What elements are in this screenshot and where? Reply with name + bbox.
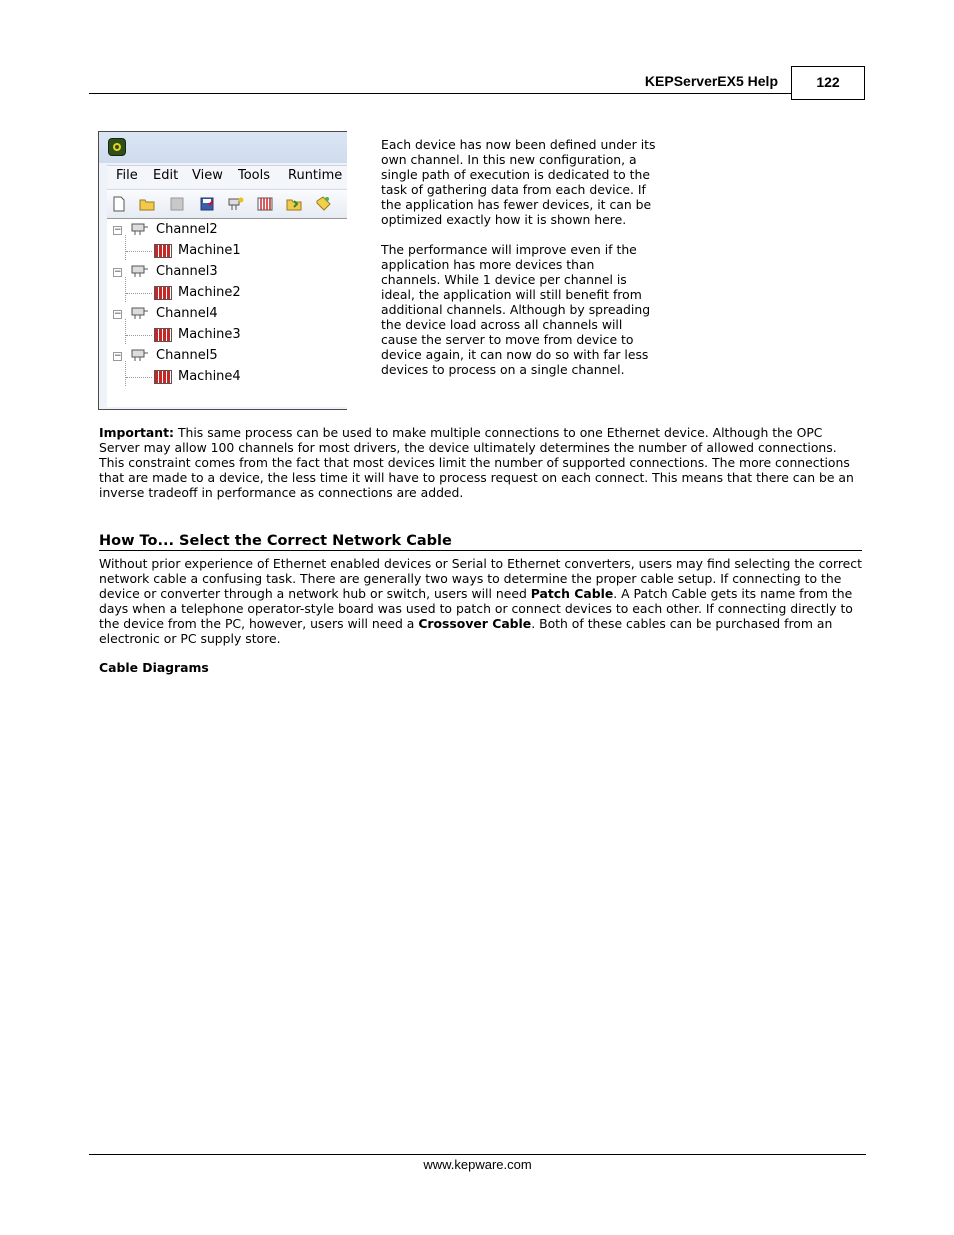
- tree-channel[interactable]: [107, 346, 347, 366]
- window-titlebar: [99, 132, 347, 163]
- page-number: 122: [791, 66, 865, 100]
- subheading: Cable Diagrams: [99, 660, 209, 675]
- paragraph: The performance will improve even if the application has more devices than channels. While 1 device per channel is ideal, the application will still benefit from additional channels. Although by spreading the device load across all channels will cause the server to move from device to device again, it can now do so with far less devices to process on a single channel.: [381, 242, 651, 377]
- text-run: Without prior experience of Ethernet enabled devices or Serial to Ethernet converters, users may find selecting the correct network cable a confusing task. There are generally two ways to determine the proper cable setup. If connecting to the device or converter through a network hub or switch, users will need: [99, 556, 862, 601]
- collapse-icon[interactable]: −: [114, 351, 122, 361]
- new-device-icon[interactable]: [257, 196, 273, 212]
- channel-label: Channel5: [156, 348, 218, 363]
- channel-label: Channel4: [156, 306, 218, 321]
- important-label: Important:: [99, 425, 174, 440]
- kepserver-logo-icon: [108, 138, 126, 156]
- important-note: [99, 425, 864, 500]
- new-channel-icon[interactable]: [228, 196, 244, 212]
- device-icon: [154, 286, 172, 300]
- device-label: Machine4: [178, 369, 241, 384]
- menu-file[interactable]: File: [116, 168, 138, 183]
- project-tree: [107, 218, 347, 407]
- tree-device[interactable]: [107, 325, 347, 345]
- header-rule: [89, 93, 791, 94]
- footer-rule: [89, 1154, 866, 1155]
- new-tag-icon[interactable]: [315, 196, 331, 212]
- channel-label: Channel2: [156, 222, 218, 237]
- channel-icon: [131, 265, 149, 277]
- menu-view[interactable]: View: [192, 168, 223, 183]
- tree-channel[interactable]: [107, 262, 347, 282]
- device-label: Machine1: [178, 243, 241, 258]
- new-group-icon[interactable]: [286, 196, 302, 212]
- tree-channel[interactable]: [107, 220, 347, 240]
- menu-bar: [107, 165, 347, 188]
- tree-device[interactable]: [107, 283, 347, 303]
- device-icon: [154, 328, 172, 342]
- tree-channel[interactable]: [107, 304, 347, 324]
- footer-url[interactable]: www.kepware.com: [423, 1157, 532, 1172]
- open-icon[interactable]: [139, 196, 155, 212]
- paragraph: Each device has now been defined under its own channel. In this new configuration, a single path of execution is dedicated to the task of gathering data from each device. If the application has fewer devices, it can be optimized exactly how it is shown here.: [381, 137, 656, 227]
- crossover-cable-term: Crossover Cable: [418, 616, 532, 631]
- tree-connector: [126, 335, 152, 336]
- text-run: . Both of these cables can be purchased from an electronic or PC supply store.: [99, 616, 833, 646]
- device-label: Machine3: [178, 327, 241, 342]
- menu-edit[interactable]: Edit: [153, 168, 179, 183]
- tree-connector: [126, 377, 152, 378]
- tree-connector: [126, 251, 152, 252]
- menu-tools[interactable]: Tools: [238, 168, 271, 183]
- channel-label: Channel3: [156, 264, 218, 279]
- section-heading: How To... Select the Correct Network Cable: [99, 532, 862, 551]
- save-icon[interactable]: [169, 196, 185, 212]
- collapse-icon[interactable]: −: [114, 267, 122, 277]
- tree-connector: [126, 293, 152, 294]
- channel-icon: [131, 307, 149, 319]
- kepserver-screenshot: [98, 131, 347, 410]
- patch-cable-term: Patch Cable: [530, 586, 614, 601]
- text-run: . A Patch Cable gets its name from the days when a telephone operator-style board was used to patch or connect devices to each other. If connecting directly to the device from the PC, however, users will need a: [99, 586, 853, 631]
- menu-runtime[interactable]: Runtime: [288, 168, 343, 183]
- save-as-icon[interactable]: [199, 196, 215, 212]
- channel-icon: [131, 349, 149, 361]
- new-icon[interactable]: [111, 196, 127, 212]
- side-description: [381, 137, 656, 392]
- important-text: This same process can be used to make multiple connections to one Ethernet device. Although the OPC Server may allow 100 channels for most drivers, the device ultimately determines the number of allowed connections. This constraint comes from the fact that most devices limit the number of supported connections. The more connections that are made to a device, the less time it will have to process request on each connect. This means that there can be an inverse tradeoff in performance as connections are added.: [99, 425, 854, 500]
- toolbar: [107, 189, 347, 219]
- header-title: KEPServerEX5 Help: [644, 73, 778, 89]
- section-body: [99, 556, 864, 646]
- collapse-icon[interactable]: −: [114, 309, 122, 319]
- device-icon: [154, 244, 172, 258]
- channel-icon: [131, 223, 149, 235]
- collapse-icon[interactable]: −: [114, 225, 122, 235]
- tree-device[interactable]: [107, 241, 347, 261]
- device-label: Machine2: [178, 285, 241, 300]
- device-icon: [154, 370, 172, 384]
- tree-device[interactable]: [107, 367, 347, 387]
